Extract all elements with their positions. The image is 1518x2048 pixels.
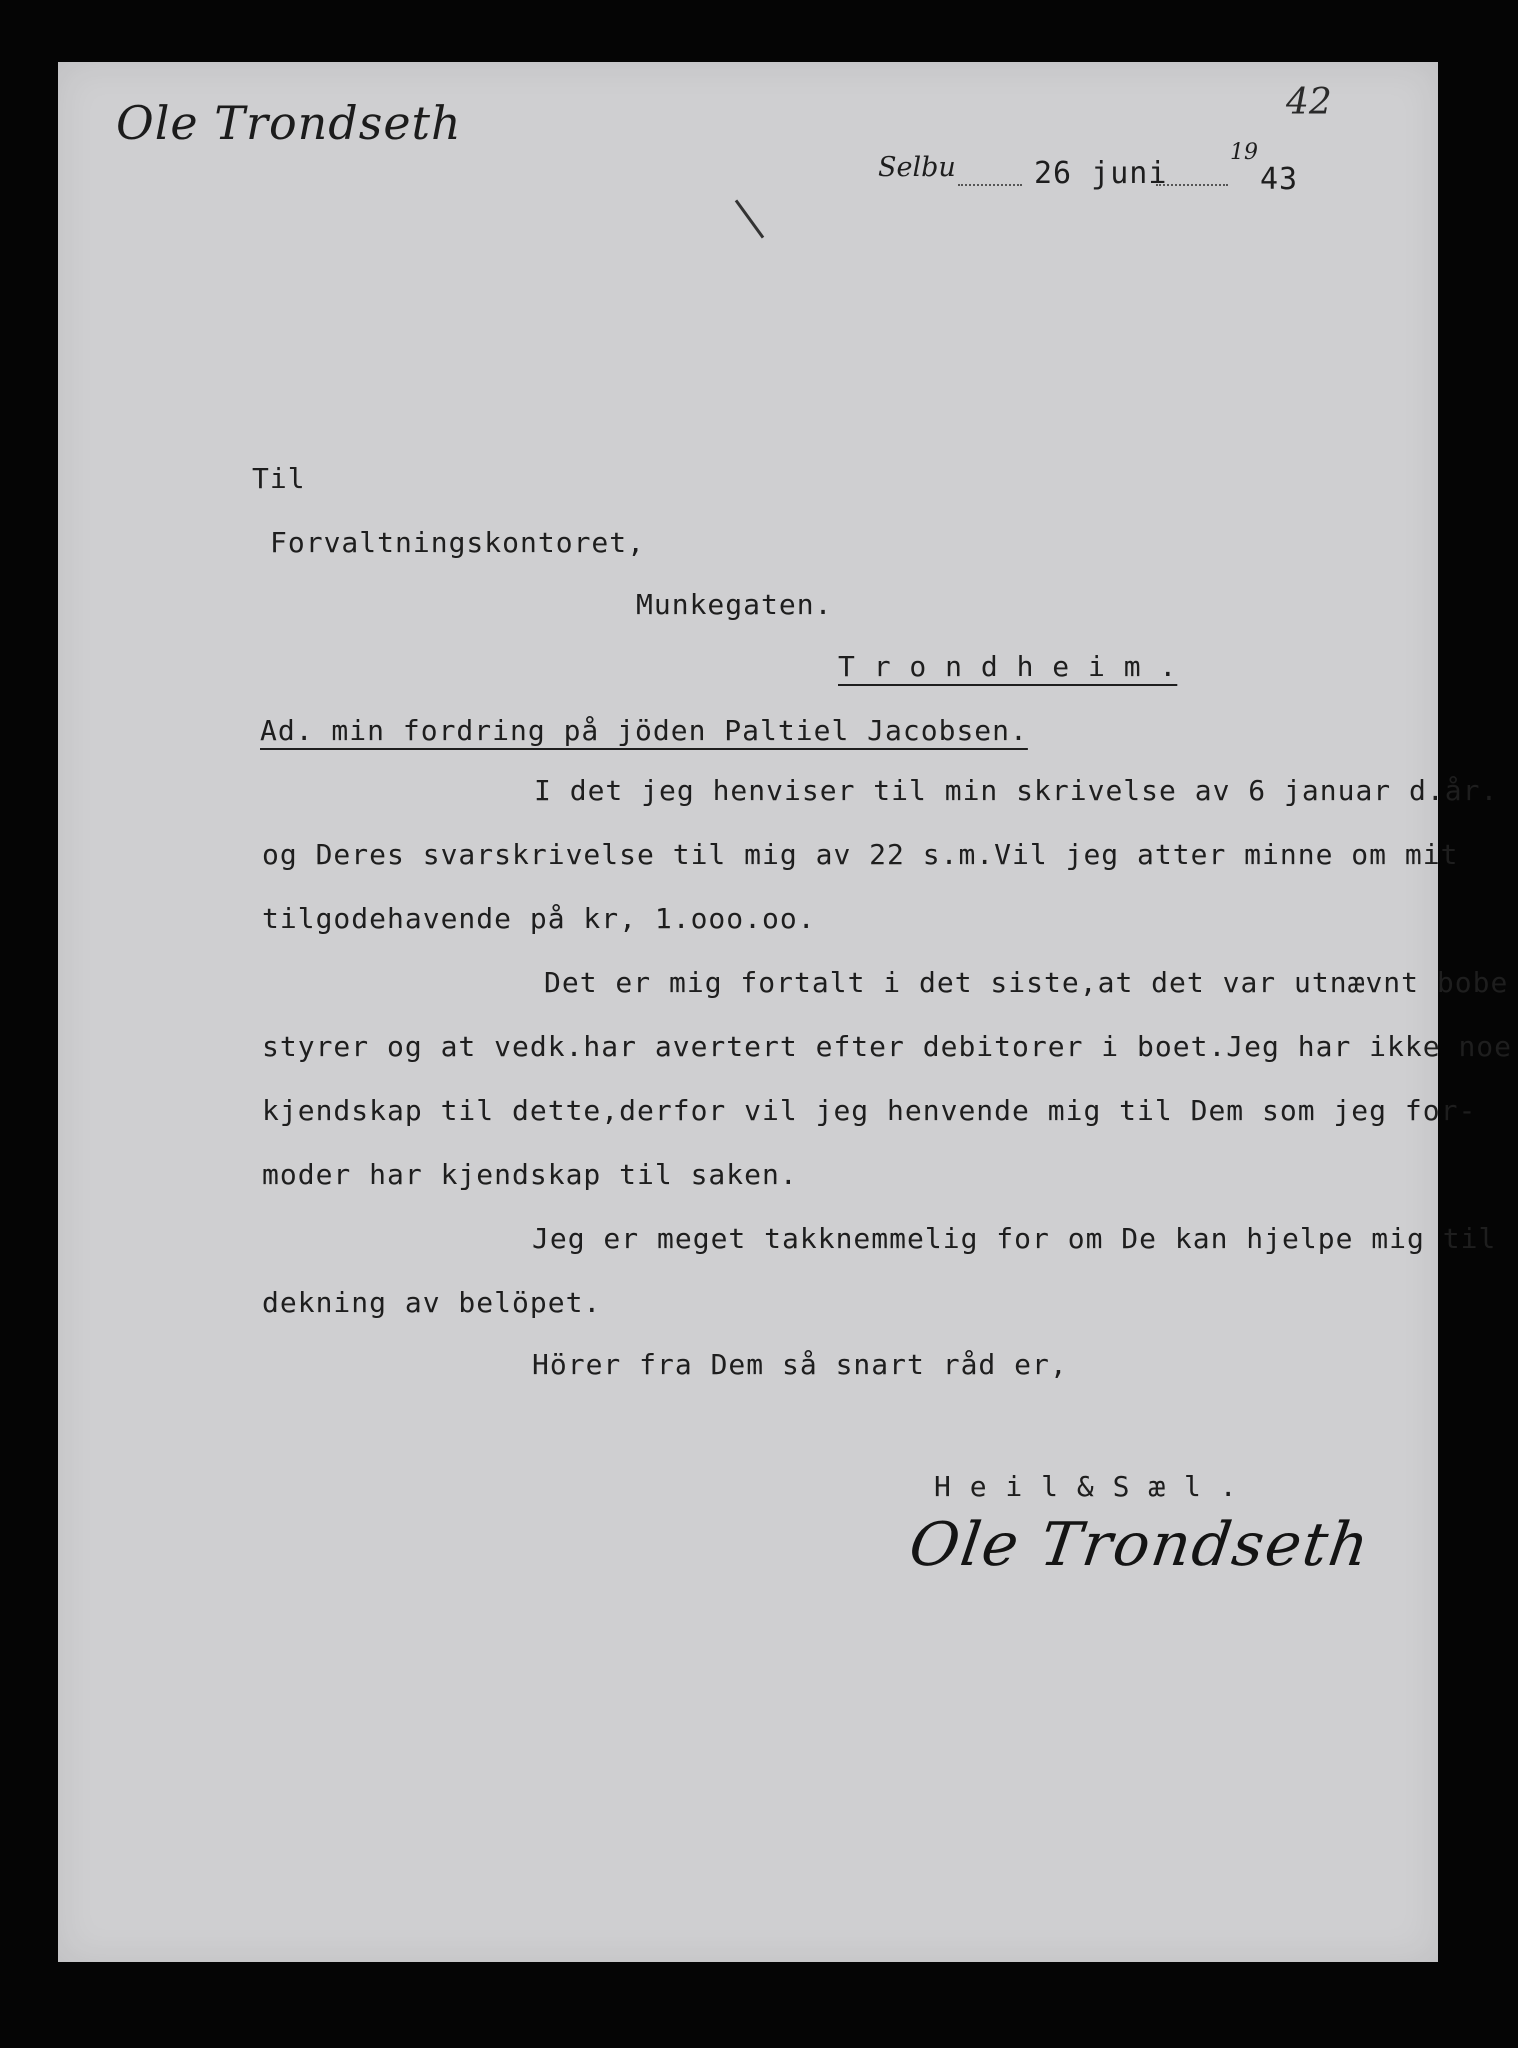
date-day-month: 26 juni <box>1034 156 1168 191</box>
date-place: Selbu <box>878 152 956 183</box>
body-line: tilgodehavende på kr, 1.ooo.oo. <box>262 902 816 935</box>
recipient-office: Forvaltningskontoret, <box>270 526 646 559</box>
date-century: 19 <box>1230 140 1258 165</box>
body-line: Det er mig fortalt i det siste,at det var utnævnt bobe <box>544 966 1509 999</box>
date-dots <box>958 184 1022 186</box>
signature: Ole Trondseth <box>905 1510 1375 1580</box>
recipient-to: Til <box>252 462 306 495</box>
letter-sheet <box>58 62 1438 1962</box>
date-year: 43 <box>1260 162 1299 197</box>
body-line: I det jeg henviser til min skrivelse av 6 januar d.år. <box>534 774 1499 807</box>
body-line: moder har kjendskap til saken. <box>262 1158 798 1191</box>
date-dots <box>1156 184 1228 186</box>
recipient-street: Munkegaten. <box>636 588 833 621</box>
page-number: 42 <box>1286 82 1332 123</box>
closing-salutation: H e i l & S æ l . <box>934 1470 1238 1503</box>
body-line: Jeg er meget takknemmelig for om De kan hjelpe mig til <box>532 1222 1497 1255</box>
letterhead: Ole Trondseth <box>116 96 462 150</box>
recipient-city: T r o n d h e i m . <box>838 650 1178 683</box>
body-line: og Deres svarskrivelse til mig av 22 s.m.Vil jeg atter minne om mit <box>262 838 1459 871</box>
subject-line: Ad. min fordring på jöden Paltiel Jacobsen. <box>260 714 1028 747</box>
body-line: dekning av belöpet. <box>262 1286 602 1319</box>
body-line: styrer og at vedk.har avertert efter debitorer i boet.Jeg har ikke noe <box>262 1030 1513 1063</box>
body-line: Hörer fra Dem så snart råd er, <box>532 1348 1068 1381</box>
body-line: kjendskap til dette,derfor vil jeg henvende mig til Dem som jeg for- <box>262 1094 1477 1127</box>
